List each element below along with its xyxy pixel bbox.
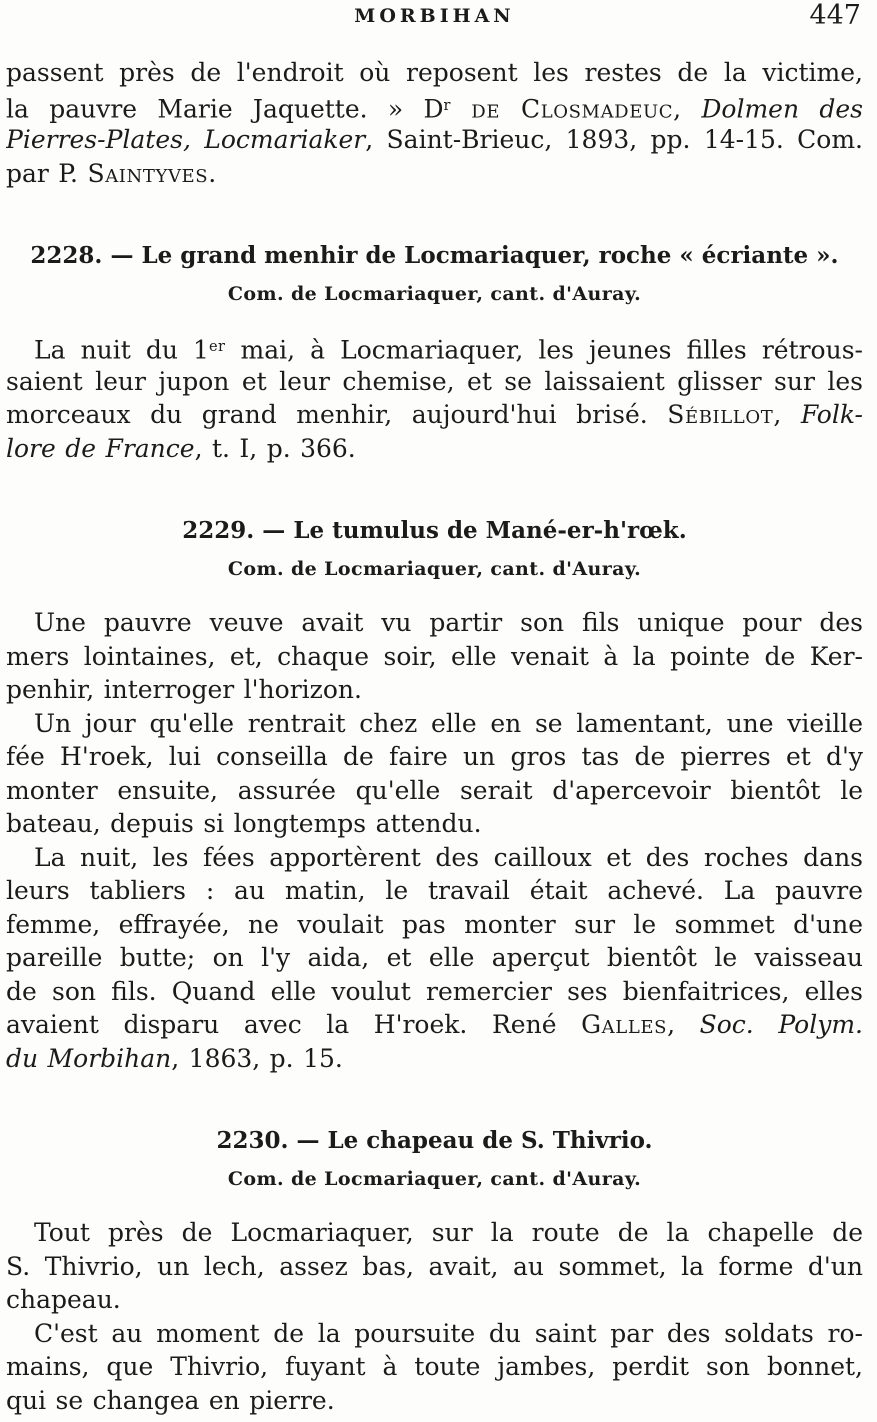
text-line xyxy=(6,1216,863,1250)
text-line xyxy=(6,606,863,640)
section-heading: 2230. — Le chapeau de S. Thivrio. xyxy=(216,1127,653,1154)
text-run: Un jour qu'elle rentrait chez elle en se lamentant, une vieille xyxy=(34,708,863,738)
text-run: Une pauvre veuve avait vu partir son fils unique pour des xyxy=(34,608,863,637)
text-run: leurs tabliers : au matin, le travail était achevé. La pauvre xyxy=(6,876,863,905)
text-line xyxy=(6,1250,863,1284)
text-line xyxy=(6,90,863,124)
text-run: par P. xyxy=(6,158,88,188)
paragraph xyxy=(6,841,863,1076)
text-run xyxy=(451,94,471,123)
italic-text: du Morbihan xyxy=(6,1043,172,1073)
paragraph xyxy=(6,1317,863,1418)
section-heading: 2229. — Le tumulus de Mané-er-h'rœk. xyxy=(182,517,687,544)
text-run: mains, que Thivrio, fuyant à toute jambes, perdit son bonnet, xyxy=(6,1352,863,1381)
section-heading: 2228. — Le grand menhir de Locmariaquer, roche « écriante ». xyxy=(30,242,839,269)
running-title: MORBIHAN xyxy=(354,5,515,27)
paragraph xyxy=(6,606,863,707)
text-line xyxy=(6,975,863,1009)
section-2229 xyxy=(6,515,863,1075)
section-commune: Com. de Locmariaquer, cant. d'Auray. xyxy=(227,558,642,580)
text-line xyxy=(6,1283,863,1317)
text-run: S. Thivrio, un lech, assez bas, avait, au sommet, la forme d'un xyxy=(6,1251,863,1281)
text-run: fée H'roek, lui conseilla de faire un gros tas de pierres et d'y xyxy=(6,742,863,771)
page-number: 447 xyxy=(809,0,861,31)
italic-text: Dolmen des xyxy=(701,93,863,123)
text-run: pareille butte; on l'y aida, et elle aperçut bientôt le vaisseau xyxy=(6,943,863,972)
italic-text: lore de France xyxy=(6,433,195,463)
text-run: , xyxy=(773,400,801,429)
text-run: de son fils. Quand elle voulut remercier ses bienfaitrices, elles xyxy=(6,976,863,1006)
text-run: , xyxy=(673,93,702,123)
text-line xyxy=(6,707,863,741)
text-line xyxy=(6,157,863,191)
italic-text: Soc. Polym. xyxy=(699,1010,863,1039)
text-run: , xyxy=(667,1010,700,1039)
paragraph xyxy=(6,707,863,841)
section-commune: Com. de Locmariaquer, cant. d'Auray. xyxy=(227,283,642,305)
text-run: Tout près de Locmariaquer, sur la route de la chapelle de xyxy=(34,1218,863,1247)
section-2230 xyxy=(6,1125,863,1417)
text-line xyxy=(6,331,863,365)
text-line xyxy=(6,908,863,942)
section-body xyxy=(6,1216,863,1417)
text-run: avaient disparu avec la H'roek. René xyxy=(6,1010,582,1039)
text-run: passent près de l'endroit où reposent les restes de la victime, xyxy=(6,58,863,87)
text-run: penhir, interroger l'horizon. xyxy=(6,675,362,704)
text-run: monter ensuite, assurée qu'elle serait d'apercevoir bientôt le xyxy=(6,775,863,805)
text-run: . xyxy=(208,158,217,188)
text-line xyxy=(6,1008,863,1042)
text-line xyxy=(6,673,863,707)
text-run: , t. I, p. 366. xyxy=(194,433,356,463)
text-run: , Saint-Brieuc, 1893, pp. 14-15. Com. xyxy=(365,125,863,154)
text-line xyxy=(6,1317,863,1351)
text-line xyxy=(6,365,863,399)
text-run: , 1863, p. 15. xyxy=(171,1043,343,1073)
text-line xyxy=(6,640,863,674)
text-line xyxy=(6,841,863,875)
superscript-text: r xyxy=(443,97,451,114)
paragraph xyxy=(6,56,863,190)
section-body xyxy=(6,331,863,465)
smallcaps-name: Galles xyxy=(581,1010,668,1039)
intro-paragraph xyxy=(6,56,863,190)
text-run: La nuit du 1 xyxy=(34,335,209,365)
paragraph xyxy=(6,331,863,465)
text-line xyxy=(6,1042,863,1076)
italic-text: Folk- xyxy=(800,400,863,429)
text-run: C'est au moment de la poursuite du saint par des soldats ro- xyxy=(34,1318,863,1348)
smallcaps-name: de Closmadeuc xyxy=(471,93,674,123)
text-run: chapeau. xyxy=(6,1285,121,1314)
section-commune: Com. de Locmariaquer, cant. d'Auray. xyxy=(227,1168,642,1190)
text-line xyxy=(6,740,863,774)
text-line xyxy=(6,1384,863,1418)
text-line xyxy=(6,1350,863,1384)
text-line xyxy=(6,56,863,90)
section-body xyxy=(6,606,863,1075)
text-run: la pauvre Marie Jaquette. » D xyxy=(6,93,444,123)
italic-text: Pierres-Plates, Locmariaker xyxy=(6,125,366,154)
paragraph xyxy=(6,1216,863,1317)
text-line xyxy=(6,432,863,466)
text-run: femme, effrayée, ne voulait pas monter sur le sommet d'une xyxy=(6,909,863,939)
text-line xyxy=(6,874,863,908)
smallcaps-name: Sébillot xyxy=(667,400,774,429)
text-line xyxy=(6,398,863,432)
text-run: morceaux du grand menhir, aujourd'hui brisé. xyxy=(6,400,668,429)
text-run: qui se changea en pierre. xyxy=(6,1385,335,1415)
text-line xyxy=(6,123,863,157)
text-run: bateau, depuis si longtemps attendu. xyxy=(6,809,482,838)
text-run: mers lointaines, et, chaque soir, elle venait à la pointe de Ker- xyxy=(6,641,863,671)
text-line xyxy=(6,807,863,841)
text-line xyxy=(6,774,863,808)
smallcaps-name: Saintyves xyxy=(87,158,209,188)
section-2228 xyxy=(6,240,863,465)
text-line xyxy=(6,941,863,975)
text-run: saient leur jupon et leur chemise, et se laissaient glisser sur les xyxy=(6,366,863,396)
superscript-text: er xyxy=(208,339,226,355)
text-run: La nuit, les fées apportèrent des cailloux et des roches dans xyxy=(34,842,863,872)
text-run: mai, à Locmariaquer, les jeunes filles rétrous- xyxy=(225,335,863,365)
running-header xyxy=(6,0,863,31)
